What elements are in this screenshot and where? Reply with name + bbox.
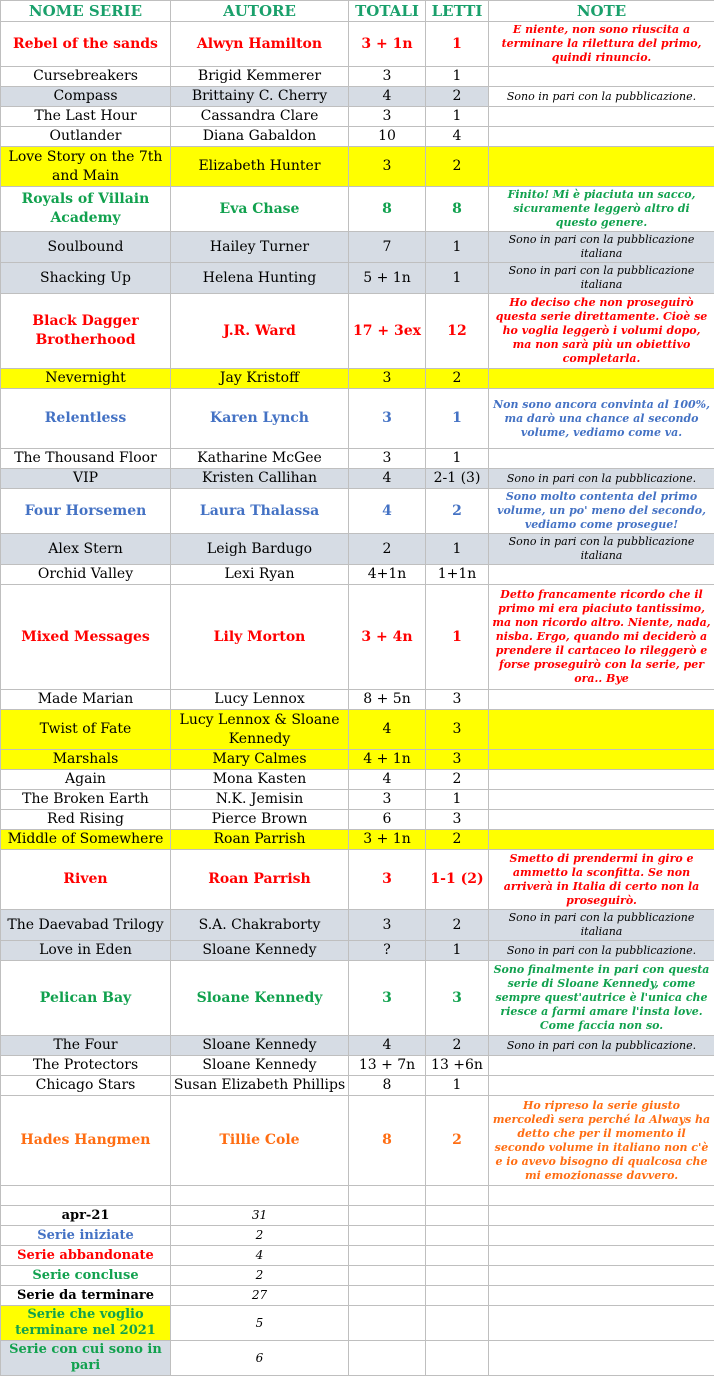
series-author: Laura Thalassa <box>171 489 349 534</box>
series-total: 4 <box>349 710 426 750</box>
series-read: 1 <box>426 585 489 690</box>
series-total: 2 <box>349 534 426 565</box>
summary-label-to-finish: Serie da terminare <box>1 1286 171 1306</box>
series-note: Non sono ancora convinta al 100%, ma darò una chance al secondo volume, vediamo come va. <box>489 389 714 449</box>
series-note: Sono in pari con la pubblicazione. <box>489 941 714 961</box>
series-name: Rebel of the sands <box>1 22 171 67</box>
series-name: VIP <box>1 469 171 489</box>
series-name: The Four <box>1 1036 171 1056</box>
table-row <box>1 941 714 961</box>
series-note <box>489 107 714 127</box>
series-note <box>489 67 714 87</box>
series-name: Red Rising <box>1 810 171 830</box>
series-read: 1 <box>426 232 489 263</box>
series-name: Outlander <box>1 127 171 147</box>
series-author: Eva Chase <box>171 187 349 232</box>
series-author: Karen Lynch <box>171 389 349 449</box>
series-read: 2 <box>426 770 489 790</box>
series-author: N.K. Jemisin <box>171 790 349 810</box>
series-read: 2-1 (3) <box>426 469 489 489</box>
table-row <box>1 770 714 790</box>
summary-row <box>1 1226 714 1246</box>
series-note <box>489 369 714 389</box>
table-row <box>1 534 714 565</box>
series-total: 8 + 5n <box>349 690 426 710</box>
series-name: Chicago Stars <box>1 1076 171 1096</box>
header-note: NOTE <box>489 1 714 22</box>
series-read: 3 <box>426 810 489 830</box>
header-totali: TOTALI <box>349 1 426 22</box>
table-row <box>1 389 714 449</box>
series-total: 3 <box>349 910 426 941</box>
table-row <box>1 67 714 87</box>
series-author: S.A. Chakraborty <box>171 910 349 941</box>
series-name: Middle of Somewhere <box>1 830 171 850</box>
series-read: 2 <box>426 1036 489 1056</box>
table-row <box>1 810 714 830</box>
series-note: Sono in pari con la pubblicazione. <box>489 87 714 107</box>
series-name: Alex Stern <box>1 534 171 565</box>
series-author: Brigid Kemmerer <box>171 67 349 87</box>
series-name: Mixed Messages <box>1 585 171 690</box>
series-total: 5 + 1n <box>349 263 426 294</box>
series-note: Sono in pari con la pubblicazione. <box>489 1036 714 1056</box>
series-author: Brittainy C. Cherry <box>171 87 349 107</box>
series-note <box>489 690 714 710</box>
series-read: 1 <box>426 790 489 810</box>
series-name: The Broken Earth <box>1 790 171 810</box>
series-note: Smetto di prendermi in giro e ammetto la sconfitta. Se non arriverà in Italia di certo non la proseguirò. <box>489 850 714 910</box>
series-author: Elizabeth Hunter <box>171 147 349 187</box>
summary-row <box>1 1341 714 1376</box>
series-note <box>489 147 714 187</box>
series-author: Sloane Kennedy <box>171 1056 349 1076</box>
summary-value-month: 31 <box>171 1206 349 1226</box>
series-total: 3 <box>349 147 426 187</box>
series-name: Twist of Fate <box>1 710 171 750</box>
series-read: 3 <box>426 961 489 1036</box>
series-name: Compass <box>1 87 171 107</box>
series-author: Sloane Kennedy <box>171 1036 349 1056</box>
series-total: 3 + 1n <box>349 830 426 850</box>
series-author: Jay Kristoff <box>171 369 349 389</box>
table-row <box>1 294 714 369</box>
table-row <box>1 369 714 389</box>
series-total: 17 + 3ex <box>349 294 426 369</box>
series-name: Again <box>1 770 171 790</box>
series-author: Alwyn Hamilton <box>171 22 349 67</box>
series-note: Sono in pari con la pubblicazione. <box>489 469 714 489</box>
summary-row <box>1 1286 714 1306</box>
table-row <box>1 449 714 469</box>
table-row <box>1 469 714 489</box>
series-name: Black Dagger Brotherhood <box>1 294 171 369</box>
series-note <box>489 790 714 810</box>
series-total: 3 <box>349 389 426 449</box>
summary-row <box>1 1266 714 1286</box>
series-name: The Daevabad Trilogy <box>1 910 171 941</box>
series-total: 4 <box>349 770 426 790</box>
series-read: 1 <box>426 263 489 294</box>
series-total: 3 <box>349 107 426 127</box>
series-name: Cursebreakers <box>1 67 171 87</box>
table-row <box>1 961 714 1036</box>
series-name: Four Horsemen <box>1 489 171 534</box>
series-total: 8 <box>349 187 426 232</box>
series-note: Finito! Mi è piaciuta un sacco, sicuramente leggerò altro di questo genere. <box>489 187 714 232</box>
table-row <box>1 263 714 294</box>
series-total: 4 <box>349 87 426 107</box>
series-author: Roan Parrish <box>171 850 349 910</box>
table-row <box>1 1036 714 1056</box>
series-read: 4 <box>426 127 489 147</box>
table-row <box>1 910 714 941</box>
series-read: 3 <box>426 710 489 750</box>
series-note <box>489 1076 714 1096</box>
series-name: Relentless <box>1 389 171 449</box>
table-row <box>1 830 714 850</box>
table-row <box>1 489 714 534</box>
series-total: 3 <box>349 369 426 389</box>
series-note <box>489 127 714 147</box>
series-read: 1+1n <box>426 565 489 585</box>
series-name: Marshals <box>1 750 171 770</box>
series-total: 4+1n <box>349 565 426 585</box>
series-note <box>489 830 714 850</box>
series-total: 13 + 7n <box>349 1056 426 1076</box>
series-read: 1-1 (2) <box>426 850 489 910</box>
spacer-row <box>1 1186 714 1206</box>
series-name: The Thousand Floor <box>1 449 171 469</box>
series-note <box>489 449 714 469</box>
series-total: 3 <box>349 790 426 810</box>
series-read: 3 <box>426 690 489 710</box>
series-name: Made Marian <box>1 690 171 710</box>
table-row <box>1 232 714 263</box>
series-author: Diana Gabaldon <box>171 127 349 147</box>
series-read: 1 <box>426 22 489 67</box>
series-total: 3 <box>349 961 426 1036</box>
series-note <box>489 770 714 790</box>
summary-label-concluded: Serie concluse <box>1 1266 171 1286</box>
series-author: Sloane Kennedy <box>171 941 349 961</box>
series-name: Nevernight <box>1 369 171 389</box>
summary-value-goal-2021: 5 <box>171 1306 349 1341</box>
series-name: Riven <box>1 850 171 910</box>
series-total: ? <box>349 941 426 961</box>
series-read: 2 <box>426 830 489 850</box>
series-author: Susan Elizabeth Phillips <box>171 1076 349 1096</box>
series-read: 12 <box>426 294 489 369</box>
series-read: 2 <box>426 910 489 941</box>
summary-label-up-to-date: Serie con cui sono in pari <box>1 1341 171 1376</box>
series-total: 8 <box>349 1076 426 1096</box>
summary-value-to-finish: 27 <box>171 1286 349 1306</box>
series-author: Hailey Turner <box>171 232 349 263</box>
summary-value-concluded: 2 <box>171 1266 349 1286</box>
series-note: Detto francamente ricordo che il primo mi era piaciuto tantissimo, ma non ricordo altro. Niente, nada, nisba. Ergo, quando mi deciderò a prendere il cartaceo lo rileggerò e forse proseguirò con la serie, per ora.. Bye <box>489 585 714 690</box>
series-read: 1 <box>426 449 489 469</box>
summary-label-month: apr-21 <box>1 1206 171 1226</box>
series-author: Roan Parrish <box>171 830 349 850</box>
series-note: Sono molto contenta del primo volume, un po' meno del secondo, vediamo come prosegue! <box>489 489 714 534</box>
series-note: Ho deciso che non proseguirò questa serie direttamente. Cioè se ho voglia leggerò i volumi dopo, ma non sarà più un obiettivo completarla. <box>489 294 714 369</box>
series-author: Pierce Brown <box>171 810 349 830</box>
table-row <box>1 750 714 770</box>
header-autore: AUTORE <box>171 1 349 22</box>
series-name: The Last Hour <box>1 107 171 127</box>
series-total: 3 <box>349 850 426 910</box>
summary-value-up-to-date: 6 <box>171 1341 349 1376</box>
series-total: 6 <box>349 810 426 830</box>
series-author: Kristen Callihan <box>171 469 349 489</box>
series-name: The Protectors <box>1 1056 171 1076</box>
series-read: 1 <box>426 941 489 961</box>
summary-label-started: Serie iniziate <box>1 1226 171 1246</box>
header-nome-serie: NOME SERIE <box>1 1 171 22</box>
summary-row <box>1 1306 714 1341</box>
series-read: 1 <box>426 534 489 565</box>
series-name: Hades Hangmen <box>1 1096 171 1186</box>
series-note <box>489 565 714 585</box>
series-author: Lucy Lennox & Sloane Kennedy <box>171 710 349 750</box>
series-read: 1 <box>426 389 489 449</box>
table-row <box>1 690 714 710</box>
series-author: Katharine McGee <box>171 449 349 469</box>
series-read: 3 <box>426 750 489 770</box>
summary-row <box>1 1206 714 1226</box>
series-author: Lily Morton <box>171 585 349 690</box>
series-note: Sono finalmente in pari con questa serie di Sloane Kennedy, come sempre quest'autrice è l'unica che riesce a farmi amare l'insta love. Come faccia non so. <box>489 961 714 1036</box>
series-read: 13 +6n <box>426 1056 489 1076</box>
series-name: Love Story on the 7th and Main <box>1 147 171 187</box>
summary-label-abandoned: Serie abbandonate <box>1 1246 171 1266</box>
series-total: 8 <box>349 1096 426 1186</box>
series-note: E niente, non sono riuscita a terminare la rilettura del primo, quindi rinuncio. <box>489 22 714 67</box>
table-row <box>1 107 714 127</box>
table-row <box>1 710 714 750</box>
series-note: Sono in pari con la pubblicazione italiana <box>489 534 714 565</box>
series-total: 4 + 1n <box>349 750 426 770</box>
series-author: Cassandra Clare <box>171 107 349 127</box>
table-row <box>1 1096 714 1186</box>
series-total: 3 <box>349 449 426 469</box>
series-total: 3 + 4n <box>349 585 426 690</box>
series-name: Royals of Villain Academy <box>1 187 171 232</box>
series-read: 8 <box>426 187 489 232</box>
series-note: Sono in pari con la pubblicazione italiana <box>489 263 714 294</box>
header-row <box>1 1 714 22</box>
series-author: Leigh Bardugo <box>171 534 349 565</box>
series-read: 2 <box>426 1096 489 1186</box>
summary-value-abandoned: 4 <box>171 1246 349 1266</box>
series-total: 7 <box>349 232 426 263</box>
series-note <box>489 1056 714 1076</box>
series-total: 4 <box>349 469 426 489</box>
series-author: J.R. Ward <box>171 294 349 369</box>
series-total: 10 <box>349 127 426 147</box>
summary-row <box>1 1246 714 1266</box>
header-letti: LETTI <box>426 1 489 22</box>
table-row <box>1 1076 714 1096</box>
series-read: 2 <box>426 87 489 107</box>
series-name: Pelican Bay <box>1 961 171 1036</box>
series-name: Love in Eden <box>1 941 171 961</box>
series-note <box>489 750 714 770</box>
series-read: 2 <box>426 147 489 187</box>
series-note: Sono in pari con la pubblicazione italiana <box>489 910 714 941</box>
series-read: 1 <box>426 67 489 87</box>
series-total: 3 <box>349 67 426 87</box>
table-row <box>1 87 714 107</box>
series-author: Mona Kasten <box>171 770 349 790</box>
summary-label-goal-2021: Serie che voglio terminare nel 2021 <box>1 1306 171 1341</box>
series-name: Soulbound <box>1 232 171 263</box>
series-author: Sloane Kennedy <box>171 961 349 1036</box>
series-author: Lexi Ryan <box>171 565 349 585</box>
series-name: Shacking Up <box>1 263 171 294</box>
series-author: Tillie Cole <box>171 1096 349 1186</box>
series-note: Ho ripreso la serie giusto mercoledì sera perché la Always ha detto che per il momento il secondo volume in italiano non c'è e io avevo bisogno di qualcosa che mi emozionasse davvero. <box>489 1096 714 1186</box>
table-row <box>1 127 714 147</box>
series-read: 2 <box>426 369 489 389</box>
summary-value-started: 2 <box>171 1226 349 1246</box>
table-row <box>1 585 714 690</box>
table-row <box>1 790 714 810</box>
table-row <box>1 1056 714 1076</box>
table-row <box>1 565 714 585</box>
table-row <box>1 850 714 910</box>
table-row <box>1 22 714 67</box>
series-author: Helena Hunting <box>171 263 349 294</box>
series-read: 1 <box>426 1076 489 1096</box>
series-author: Lucy Lennox <box>171 690 349 710</box>
series-total: 4 <box>349 489 426 534</box>
series-name: Orchid Valley <box>1 565 171 585</box>
series-total: 3 + 1n <box>349 22 426 67</box>
series-note <box>489 810 714 830</box>
series-note <box>489 710 714 750</box>
series-read: 1 <box>426 107 489 127</box>
table-row <box>1 187 714 232</box>
series-read: 2 <box>426 489 489 534</box>
table-row <box>1 147 714 187</box>
series-note: Sono in pari con la pubblicazione italiana <box>489 232 714 263</box>
series-author: Mary Calmes <box>171 750 349 770</box>
series-total: 4 <box>349 1036 426 1056</box>
